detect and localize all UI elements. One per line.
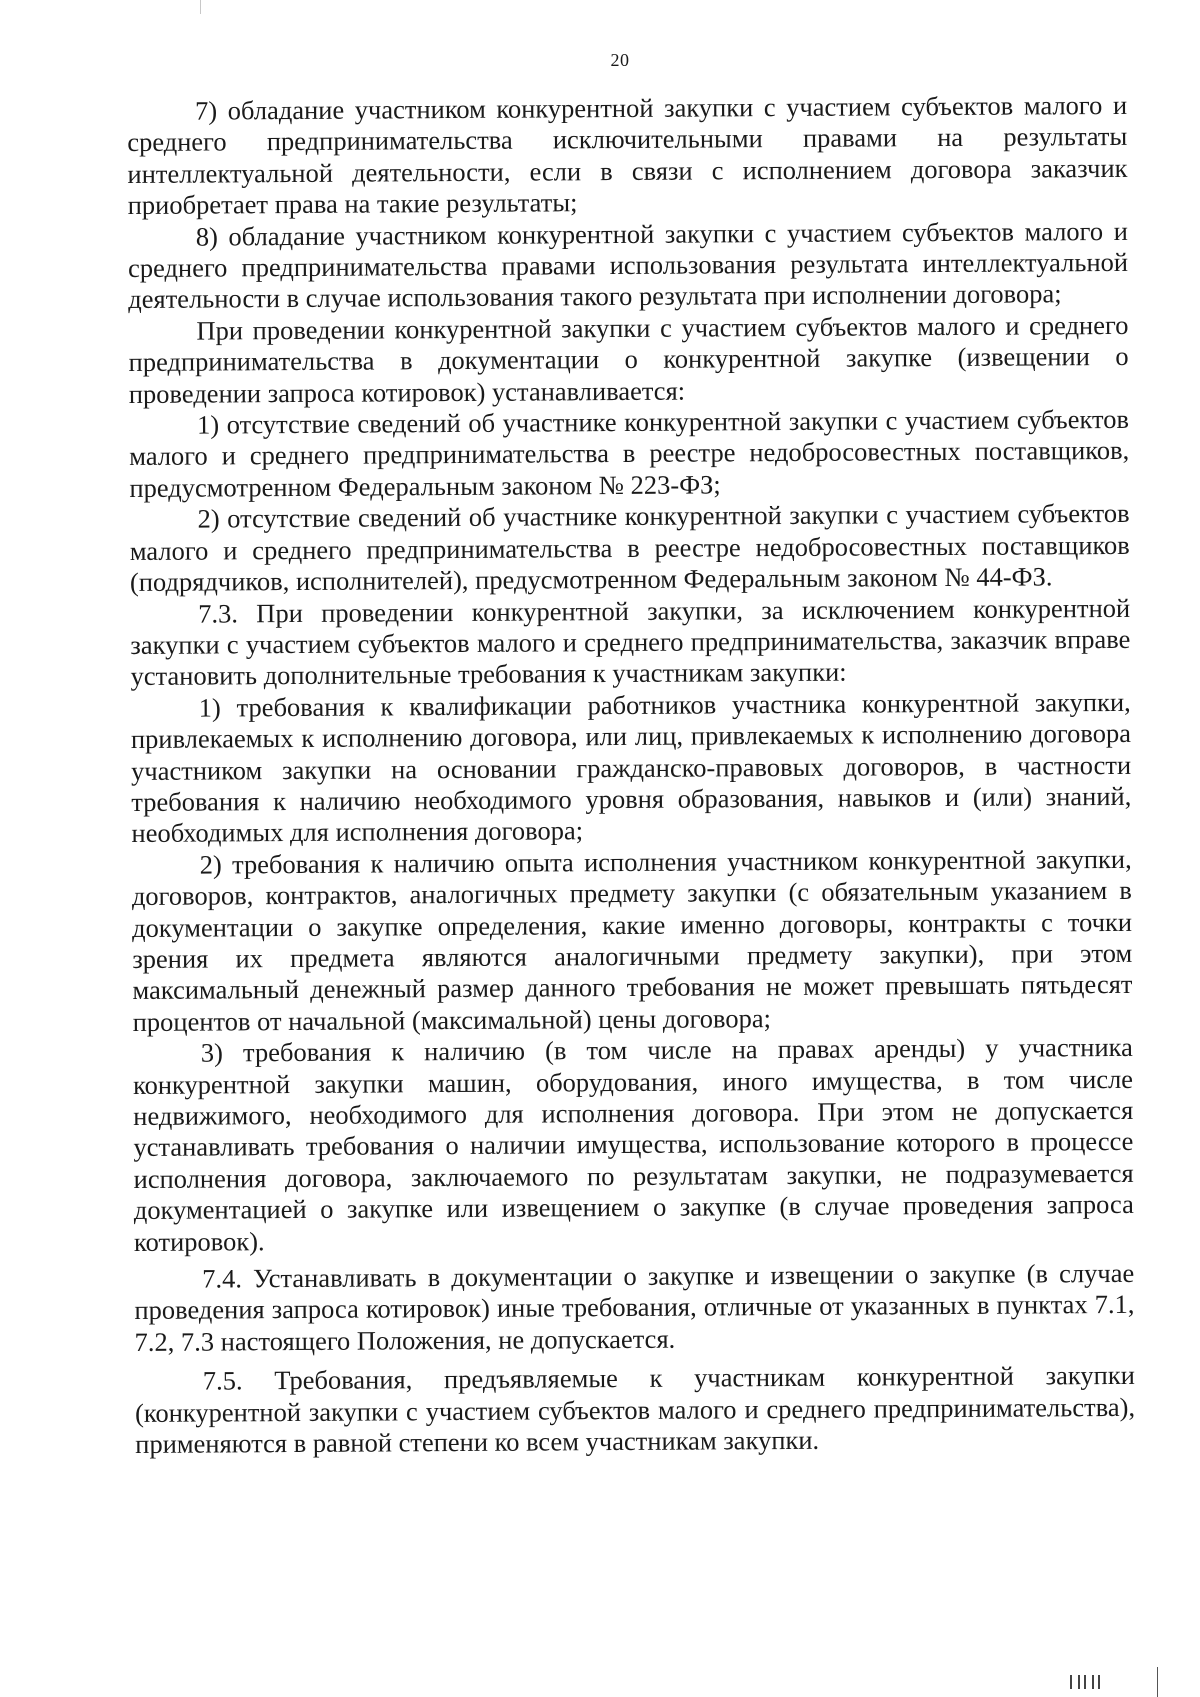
paragraph-smp-item-1: 1) отсутствие сведений об участнике конкурентной закупки с участием субъектов малого и среднего предпринимательства в реестре недобросовестных поставщиков, предусмотренном Федеральным законом № 223-ФЗ; xyxy=(129,403,1130,503)
paragraph-smp-item-2: 2) отсутствие сведений об участнике конкурентной закупки с участием субъектов малого и среднего предпринимательства в реестре недобросовестных поставщиков (подрядчиков, исполнителей), предусмотренном Федеральным законом № 44-ФЗ. xyxy=(129,498,1130,598)
paragraph-7-3-item-1: 1) требования к квалификации работников участника конкурентной закупки, привлекаемых к исполнению договора, или лиц, привлекаемых к исполнению договора участником закупки на основании гражданско-правовых договоров, в частности требования к наличию необходимого уровня образования, навыков и (или) знаний, необходимых для исполнения договора; xyxy=(130,686,1132,849)
paragraph-7-3: 7.3. При проведении конкурентной закупки, за исключением конкурентной закупки с участием субъектов малого и среднего предпринимательства, заказчик вправе установить дополнительные требования к участникам закупки: xyxy=(130,592,1131,692)
paragraph-item-7: 7) обладание участником конкурентной закупки с участием субъектов малого и среднего предпринимательства исключительными правами на результаты интеллектуальной деятельности, если в связи с исполнением договора заказчик приобретает права на такие результаты; xyxy=(127,89,1128,221)
page-number: 20 xyxy=(610,50,630,70)
paragraph-7-3-item-2: 2) требования к наличию опыта исполнения участником конкурентной закупки, договоров, контрактов, аналогичных предмету закупки (с обязательным указанием в документации о закупке определения, какие именно договоры, контракты с точки зрения их предмета являются аналогичными предмету закупки), при этом максимальный денежный размер данного требования не может превышать пятьдесят процентов от начальной (максимальной) цены договора; xyxy=(131,843,1133,1037)
document-body xyxy=(127,90,1135,1461)
paragraph-item-8: 8) обладание участником конкурентной закупки с участием субъектов малого и среднего предпринимательства правами использования результата интеллектуальной деятельности в случае использования такого результата при исполнении договора; xyxy=(127,215,1129,315)
scan-mark xyxy=(200,0,201,14)
scan-corner-mark xyxy=(1157,1667,1159,1697)
paragraph-7-4: 7.4. Устанавливать в документации о закупке и извещении о закупке (в случае проведения запроса котировок) иные требования, отличные от указанных в пунктах 7.1, 7.2, 7.3 настоящего Положения, не допускается. xyxy=(134,1257,1135,1357)
paragraph-7-5: 7.5. Требования, предъявляемые к участникам конкурентной закупки (конкурентной закупки с участием субъектов малого и среднего предпринимательства), применяются в равной степени ко всем участникам закупки. xyxy=(134,1360,1136,1460)
paragraph-smp-requirements: При проведении конкурентной закупки с участием субъектов малого и среднего предпринимательства в документации о конкурентной закупке (извещении о проведении запроса котировок) устанавливается: xyxy=(128,309,1129,409)
paragraph-7-3-item-3: 3) требования к наличию (в том числе на правах аренды) у участника конкурентной закупки машин, оборудования, иного имущества, в том числе недвижимого, необходимого для исполнения договора. При этом не допускается устанавливать требования о наличии имущества, использование которого в процессе исполнения договора, заключаемого по результатам закупки, не подразумевается документацией о закупке или извещением о закупке (в случае проведения запроса котировок). xyxy=(132,1032,1134,1257)
scan-edge-marks xyxy=(1066,1673,1114,1689)
